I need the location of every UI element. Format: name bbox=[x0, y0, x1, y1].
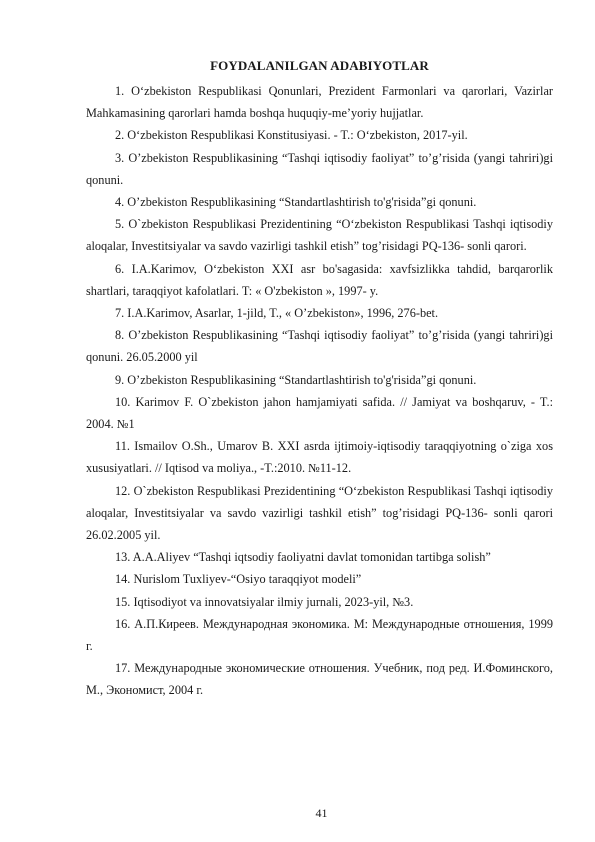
page-title: FOYDALANILGAN ADABIYOTLAR bbox=[210, 58, 429, 73]
reference-item: 7. I.A.Karimov, Asarlar, 1-jild, T., « O’zbekiston», 1996, 276-bet. bbox=[115, 306, 439, 321]
reference-item: 14. Nurislom Tuxliyev-“Osiyo taraqqiyot modeli” bbox=[115, 572, 362, 587]
reference-item: 10. Karimov F. O`zbekiston jahon hamjamiyati safida. // Jamiyat va boshqaruv, - T.: 2004. №1 bbox=[86, 394, 553, 432]
reference-item: 5. O`zbekiston Respublikasi Prezidentining “O‘zbekiston Respublikasi Tashqi iqtisodiy aloqalar, Investitsiyalar va savdo vazirligi tashkil etish” tog’risidagi PQ-136- sonli qarori. bbox=[86, 217, 553, 254]
reference-list bbox=[86, 80, 553, 702]
reference-item: 3. O’zbekiston Respublikasining “Tashqi iqtisodiy faoliyat” to’g’risida (yangi tahriri)gi qonuni. bbox=[86, 150, 553, 187]
reference-item: 16. А.П.Киреев. Международная экономика. М: Международные отношения, 1999 г. bbox=[86, 616, 553, 654]
reference-item: 17. Международные экономические отношения. Учебник, под ред. И.Фоминского, М., Экономист, 2004 г. bbox=[86, 661, 553, 698]
reference-item: 2. O‘zbekiston Respublikasi Konstitusiyasi. - T.: O‘zbekiston, 2017-yil. bbox=[115, 128, 468, 143]
reference-item: 13. A.A.Aliyev “Tashqi iqtsodiy faoliyatni davlat tomonidan tartibga solish” bbox=[115, 550, 491, 565]
reference-item: 9. O’zbekiston Respublikasining “Standartlashtirish to'g'risida”gi qonuni. bbox=[115, 372, 477, 387]
reference-item: 15. Iqtisodiyot va innovatsiyalar ilmiy jurnali, 2023-yil, №3. bbox=[115, 594, 414, 609]
reference-item: 12. O`zbekiston Respublikasi Prezidentining “O‘zbekiston Respublikasi Tashqi iqtisodiy aloqalar, Investitsiyalar va savdo vazirligi tashkil etish” tog’risidagi PQ-136- sonli qarori 26.02.2005 yil. bbox=[86, 483, 553, 543]
reference-item: 8. O’zbekiston Respublikasining “Tashqi iqtisodiy faoliyat” to’g’risida (yangi tahriri)gi qonuni. 26.05.2000 yil bbox=[86, 328, 553, 365]
document-page bbox=[86, 56, 553, 702]
reference-item: 4. O’zbekiston Respublikasining “Standartlashtirish to'g'risida”gi qonuni. bbox=[115, 195, 477, 210]
page-number: 41 bbox=[315, 806, 328, 820]
reference-item: 6. I.A.Karimov, O‘zbekiston XXI asr bo'sagasida: xavfsizlikka tahdid, barqarorlik shartlari, taraqqiyot kafolatlari. T: « O'zbekiston », 1997- y. bbox=[86, 261, 553, 298]
reference-item: 11. Ismailov O.Sh., Umarov B. XXI asrda ijtimoiy-iqtisodiy taraqqiyotning o`ziga xos xususiyatlari. // Iqtisod va moliya., -T.:2010. №11-12. bbox=[86, 439, 553, 476]
reference-item: 1. O‘zbekiston Respublikasi Qonunlari, Prezident Farmonlari va qarorlari, Vazirlar Mahkamasining qarorlari hamda boshqa huquqiy-me’yoriy hujjatlar. bbox=[86, 84, 553, 121]
